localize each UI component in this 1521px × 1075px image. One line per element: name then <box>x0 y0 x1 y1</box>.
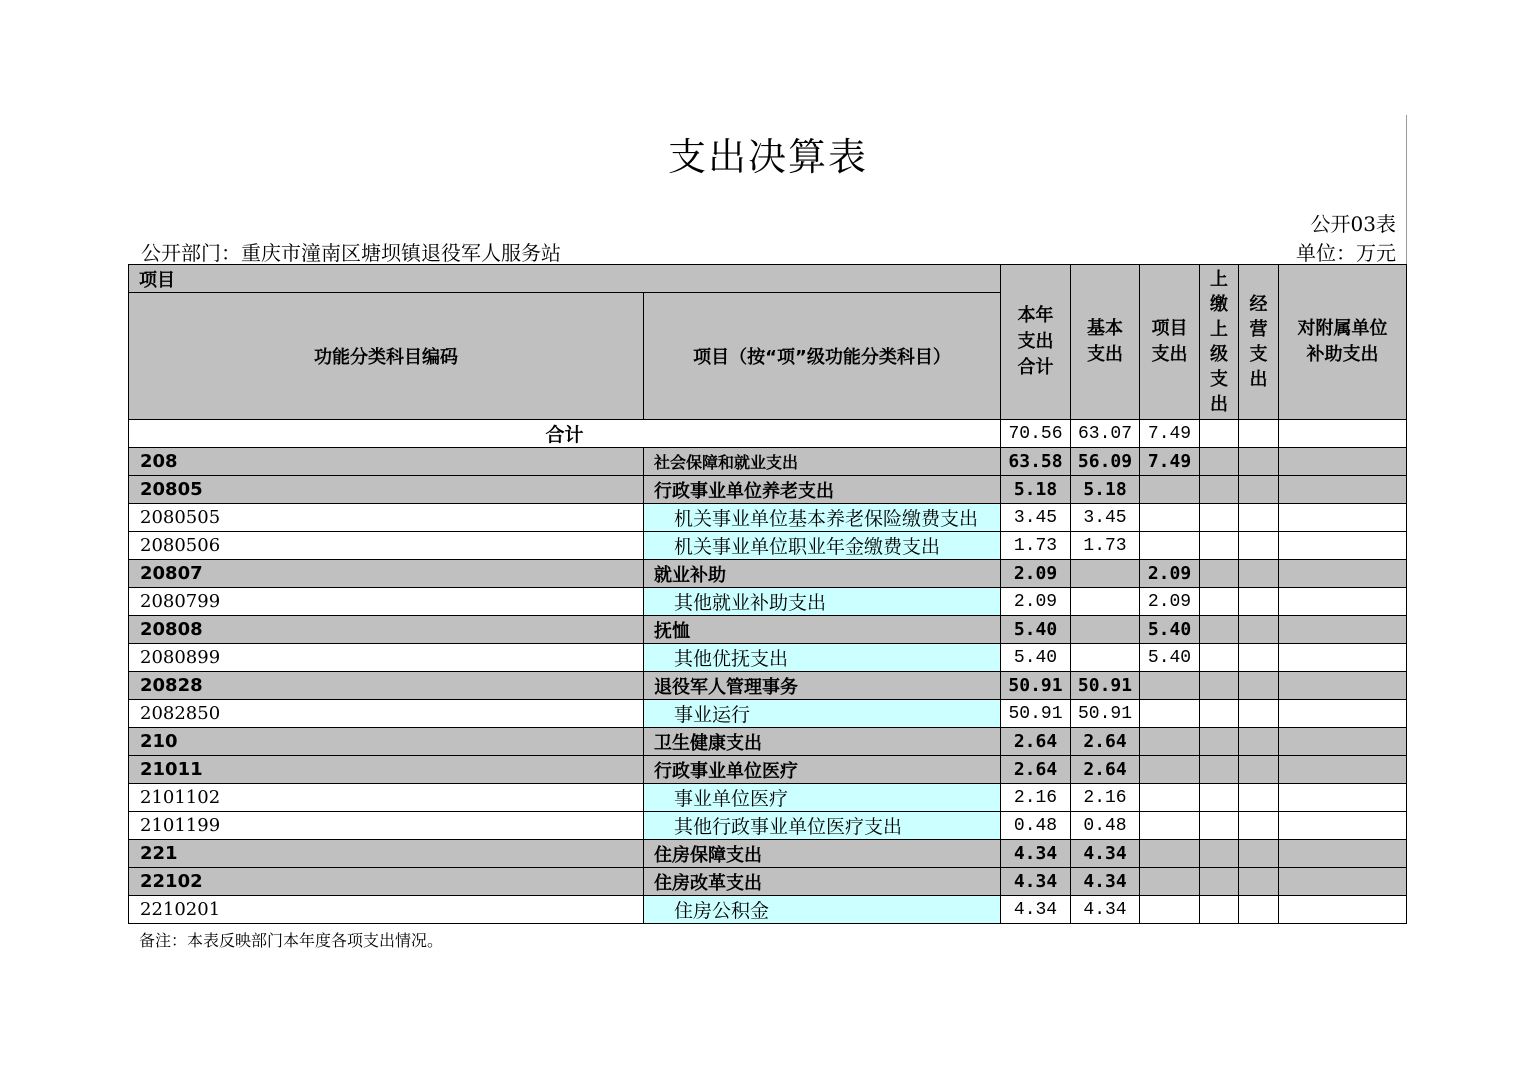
project-cell <box>1140 476 1200 504</box>
code-cell: 208 <box>129 448 644 476</box>
total-sum: 70.56 <box>1001 420 1071 448</box>
table-row <box>129 784 1407 812</box>
name-cell: 退役军人管理事务 <box>644 672 1001 700</box>
name-cell: 机关事业单位基本养老保险缴费支出 <box>644 504 1001 532</box>
name-cell: 住房公积金 <box>644 896 1001 924</box>
name-cell: 其他优抚支出 <box>644 644 1001 672</box>
table-row <box>129 672 1407 700</box>
total-label: 合计 <box>129 420 1001 448</box>
code-cell: 20807 <box>129 560 644 588</box>
basic-cell: 0.48 <box>1071 812 1140 840</box>
upper-cell <box>1200 560 1239 588</box>
total-cell: 4.34 <box>1001 896 1071 924</box>
basic-cell: 2.64 <box>1071 728 1140 756</box>
code-cell: 2101199 <box>129 812 644 840</box>
basic-cell: 4.34 <box>1071 840 1140 868</box>
total-cell: 5.40 <box>1001 616 1071 644</box>
name-cell: 行政事业单位医疗 <box>644 756 1001 784</box>
department-label: 公开部门：重庆市潼南区塘坝镇退役军人服务站 <box>141 241 561 265</box>
code-cell: 221 <box>129 840 644 868</box>
header-group-project: 项目 <box>129 265 1001 293</box>
subsidy-cell <box>1279 756 1407 784</box>
business-cell <box>1239 532 1279 560</box>
name-cell: 抚恤 <box>644 616 1001 644</box>
table-row <box>129 868 1407 896</box>
project-cell <box>1140 672 1200 700</box>
project-cell: 7.49 <box>1140 448 1200 476</box>
code-cell: 210 <box>129 728 644 756</box>
name-cell: 住房保障支出 <box>644 840 1001 868</box>
subsidy-cell <box>1279 784 1407 812</box>
name-cell: 事业运行 <box>644 700 1001 728</box>
subsidy-cell <box>1279 616 1407 644</box>
upper-cell <box>1200 700 1239 728</box>
basic-cell: 56.09 <box>1071 448 1140 476</box>
basic-cell: 5.18 <box>1071 476 1140 504</box>
project-cell <box>1140 896 1200 924</box>
project-cell <box>1140 840 1200 868</box>
table-row <box>129 588 1407 616</box>
name-cell: 事业单位医疗 <box>644 784 1001 812</box>
table-row <box>129 840 1407 868</box>
basic-cell: 50.91 <box>1071 672 1140 700</box>
code-cell: 20808 <box>129 616 644 644</box>
basic-cell <box>1071 644 1140 672</box>
header-name: 项目（按“项”级功能分类科目） <box>644 293 1001 420</box>
table-row <box>129 616 1407 644</box>
subsidy-cell <box>1279 896 1407 924</box>
subsidy-cell <box>1279 728 1407 756</box>
total-cell: 50.91 <box>1001 700 1071 728</box>
name-cell: 其他就业补助支出 <box>644 588 1001 616</box>
business-cell <box>1239 476 1279 504</box>
unit-label: 单位：万元 <box>1296 241 1396 265</box>
table-row <box>129 476 1407 504</box>
business-cell <box>1239 896 1279 924</box>
project-cell: 2.09 <box>1140 588 1200 616</box>
header-project: 项目支出 <box>1140 265 1200 420</box>
total-project: 7.49 <box>1140 420 1200 448</box>
upper-cell <box>1200 868 1239 896</box>
total-cell: 4.34 <box>1001 840 1071 868</box>
table-row <box>129 644 1407 672</box>
table-row <box>129 700 1407 728</box>
business-cell <box>1239 616 1279 644</box>
total-upper <box>1200 420 1239 448</box>
upper-cell <box>1200 532 1239 560</box>
basic-cell: 3.45 <box>1071 504 1140 532</box>
basic-cell: 2.16 <box>1071 784 1140 812</box>
total-cell: 2.09 <box>1001 588 1071 616</box>
total-cell: 2.64 <box>1001 756 1071 784</box>
business-cell <box>1239 672 1279 700</box>
project-cell <box>1140 756 1200 784</box>
name-cell: 社会保障和就业支出 <box>644 448 1001 476</box>
table-row <box>129 504 1407 532</box>
project-cell <box>1140 812 1200 840</box>
name-cell: 卫生健康支出 <box>644 728 1001 756</box>
upper-cell <box>1200 588 1239 616</box>
header-upper: 上缴上级支出 <box>1200 265 1239 420</box>
business-cell <box>1239 504 1279 532</box>
table-row <box>129 560 1407 588</box>
basic-cell: 4.34 <box>1071 868 1140 896</box>
subsidy-cell <box>1279 672 1407 700</box>
upper-cell <box>1200 812 1239 840</box>
business-cell <box>1239 784 1279 812</box>
code-cell: 2101102 <box>129 784 644 812</box>
table-row <box>129 728 1407 756</box>
name-cell: 机关事业单位职业年金缴费支出 <box>644 532 1001 560</box>
table-row <box>129 532 1407 560</box>
business-cell <box>1239 728 1279 756</box>
table-number: 公开03表 <box>1310 212 1396 236</box>
business-cell <box>1239 756 1279 784</box>
project-cell <box>1140 728 1200 756</box>
business-cell <box>1239 448 1279 476</box>
header-code: 功能分类科目编码 <box>129 293 644 420</box>
basic-cell <box>1071 560 1140 588</box>
business-cell <box>1239 560 1279 588</box>
upper-cell <box>1200 728 1239 756</box>
upper-cell <box>1200 784 1239 812</box>
subsidy-cell <box>1279 868 1407 896</box>
upper-cell <box>1200 840 1239 868</box>
project-cell <box>1140 532 1200 560</box>
expenditure-table <box>128 264 1407 924</box>
business-cell <box>1239 868 1279 896</box>
code-cell: 2080899 <box>129 644 644 672</box>
name-cell: 就业补助 <box>644 560 1001 588</box>
upper-cell <box>1200 896 1239 924</box>
project-cell <box>1140 504 1200 532</box>
project-cell: 5.40 <box>1140 644 1200 672</box>
header-basic: 基本支出 <box>1071 265 1140 420</box>
total-cell: 2.64 <box>1001 728 1071 756</box>
total-basic: 63.07 <box>1071 420 1140 448</box>
basic-cell: 1.73 <box>1071 532 1140 560</box>
code-cell: 21011 <box>129 756 644 784</box>
basic-cell: 50.91 <box>1071 700 1140 728</box>
total-cell: 2.09 <box>1001 560 1071 588</box>
header-total: 本年支出合计 <box>1001 265 1071 420</box>
upper-cell <box>1200 504 1239 532</box>
code-cell: 2210201 <box>129 896 644 924</box>
total-cell: 50.91 <box>1001 672 1071 700</box>
upper-cell <box>1200 644 1239 672</box>
subsidy-cell <box>1279 840 1407 868</box>
business-cell <box>1239 644 1279 672</box>
total-cell: 3.45 <box>1001 504 1071 532</box>
footnote: 备注：本表反映部门本年度各项支出情况。 <box>139 931 444 950</box>
basic-cell <box>1071 588 1140 616</box>
project-cell <box>1140 700 1200 728</box>
header-business: 经营支出 <box>1239 265 1279 420</box>
total-business <box>1239 420 1279 448</box>
upper-cell <box>1200 616 1239 644</box>
code-cell: 2082850 <box>129 700 644 728</box>
subsidy-cell <box>1279 504 1407 532</box>
project-cell: 2.09 <box>1140 560 1200 588</box>
total-cell: 1.73 <box>1001 532 1071 560</box>
upper-cell <box>1200 476 1239 504</box>
business-cell <box>1239 588 1279 616</box>
subsidy-cell <box>1279 644 1407 672</box>
code-cell: 2080505 <box>129 504 644 532</box>
table-row <box>129 812 1407 840</box>
total-cell: 5.40 <box>1001 644 1071 672</box>
subsidy-cell <box>1279 448 1407 476</box>
project-cell <box>1140 784 1200 812</box>
subsidy-cell <box>1279 476 1407 504</box>
total-cell: 0.48 <box>1001 812 1071 840</box>
subsidy-cell <box>1279 532 1407 560</box>
basic-cell: 2.64 <box>1071 756 1140 784</box>
subsidy-cell <box>1279 700 1407 728</box>
code-cell: 20828 <box>129 672 644 700</box>
upper-cell <box>1200 672 1239 700</box>
table-row <box>129 896 1407 924</box>
header-subsidy: 对附属单位补助支出 <box>1279 265 1407 420</box>
upper-cell <box>1200 756 1239 784</box>
code-cell: 20805 <box>129 476 644 504</box>
code-cell: 2080799 <box>129 588 644 616</box>
subsidy-cell <box>1279 588 1407 616</box>
total-cell: 5.18 <box>1001 476 1071 504</box>
basic-cell: 4.34 <box>1071 896 1140 924</box>
business-cell <box>1239 700 1279 728</box>
total-cell: 4.34 <box>1001 868 1071 896</box>
total-subsidy <box>1279 420 1407 448</box>
business-cell <box>1239 812 1279 840</box>
project-cell: 5.40 <box>1140 616 1200 644</box>
page-title: 支出决算表 <box>667 135 868 179</box>
name-cell: 行政事业单位养老支出 <box>644 476 1001 504</box>
upper-cell <box>1200 448 1239 476</box>
business-cell <box>1239 840 1279 868</box>
total-row <box>129 420 1407 448</box>
subsidy-cell <box>1279 560 1407 588</box>
code-cell: 2080506 <box>129 532 644 560</box>
project-cell <box>1140 868 1200 896</box>
total-cell: 2.16 <box>1001 784 1071 812</box>
name-cell: 其他行政事业单位医疗支出 <box>644 812 1001 840</box>
basic-cell <box>1071 616 1140 644</box>
name-cell: 住房改革支出 <box>644 868 1001 896</box>
total-cell: 63.58 <box>1001 448 1071 476</box>
table-row <box>129 448 1407 476</box>
code-cell: 22102 <box>129 868 644 896</box>
table-row <box>129 756 1407 784</box>
subsidy-cell <box>1279 812 1407 840</box>
